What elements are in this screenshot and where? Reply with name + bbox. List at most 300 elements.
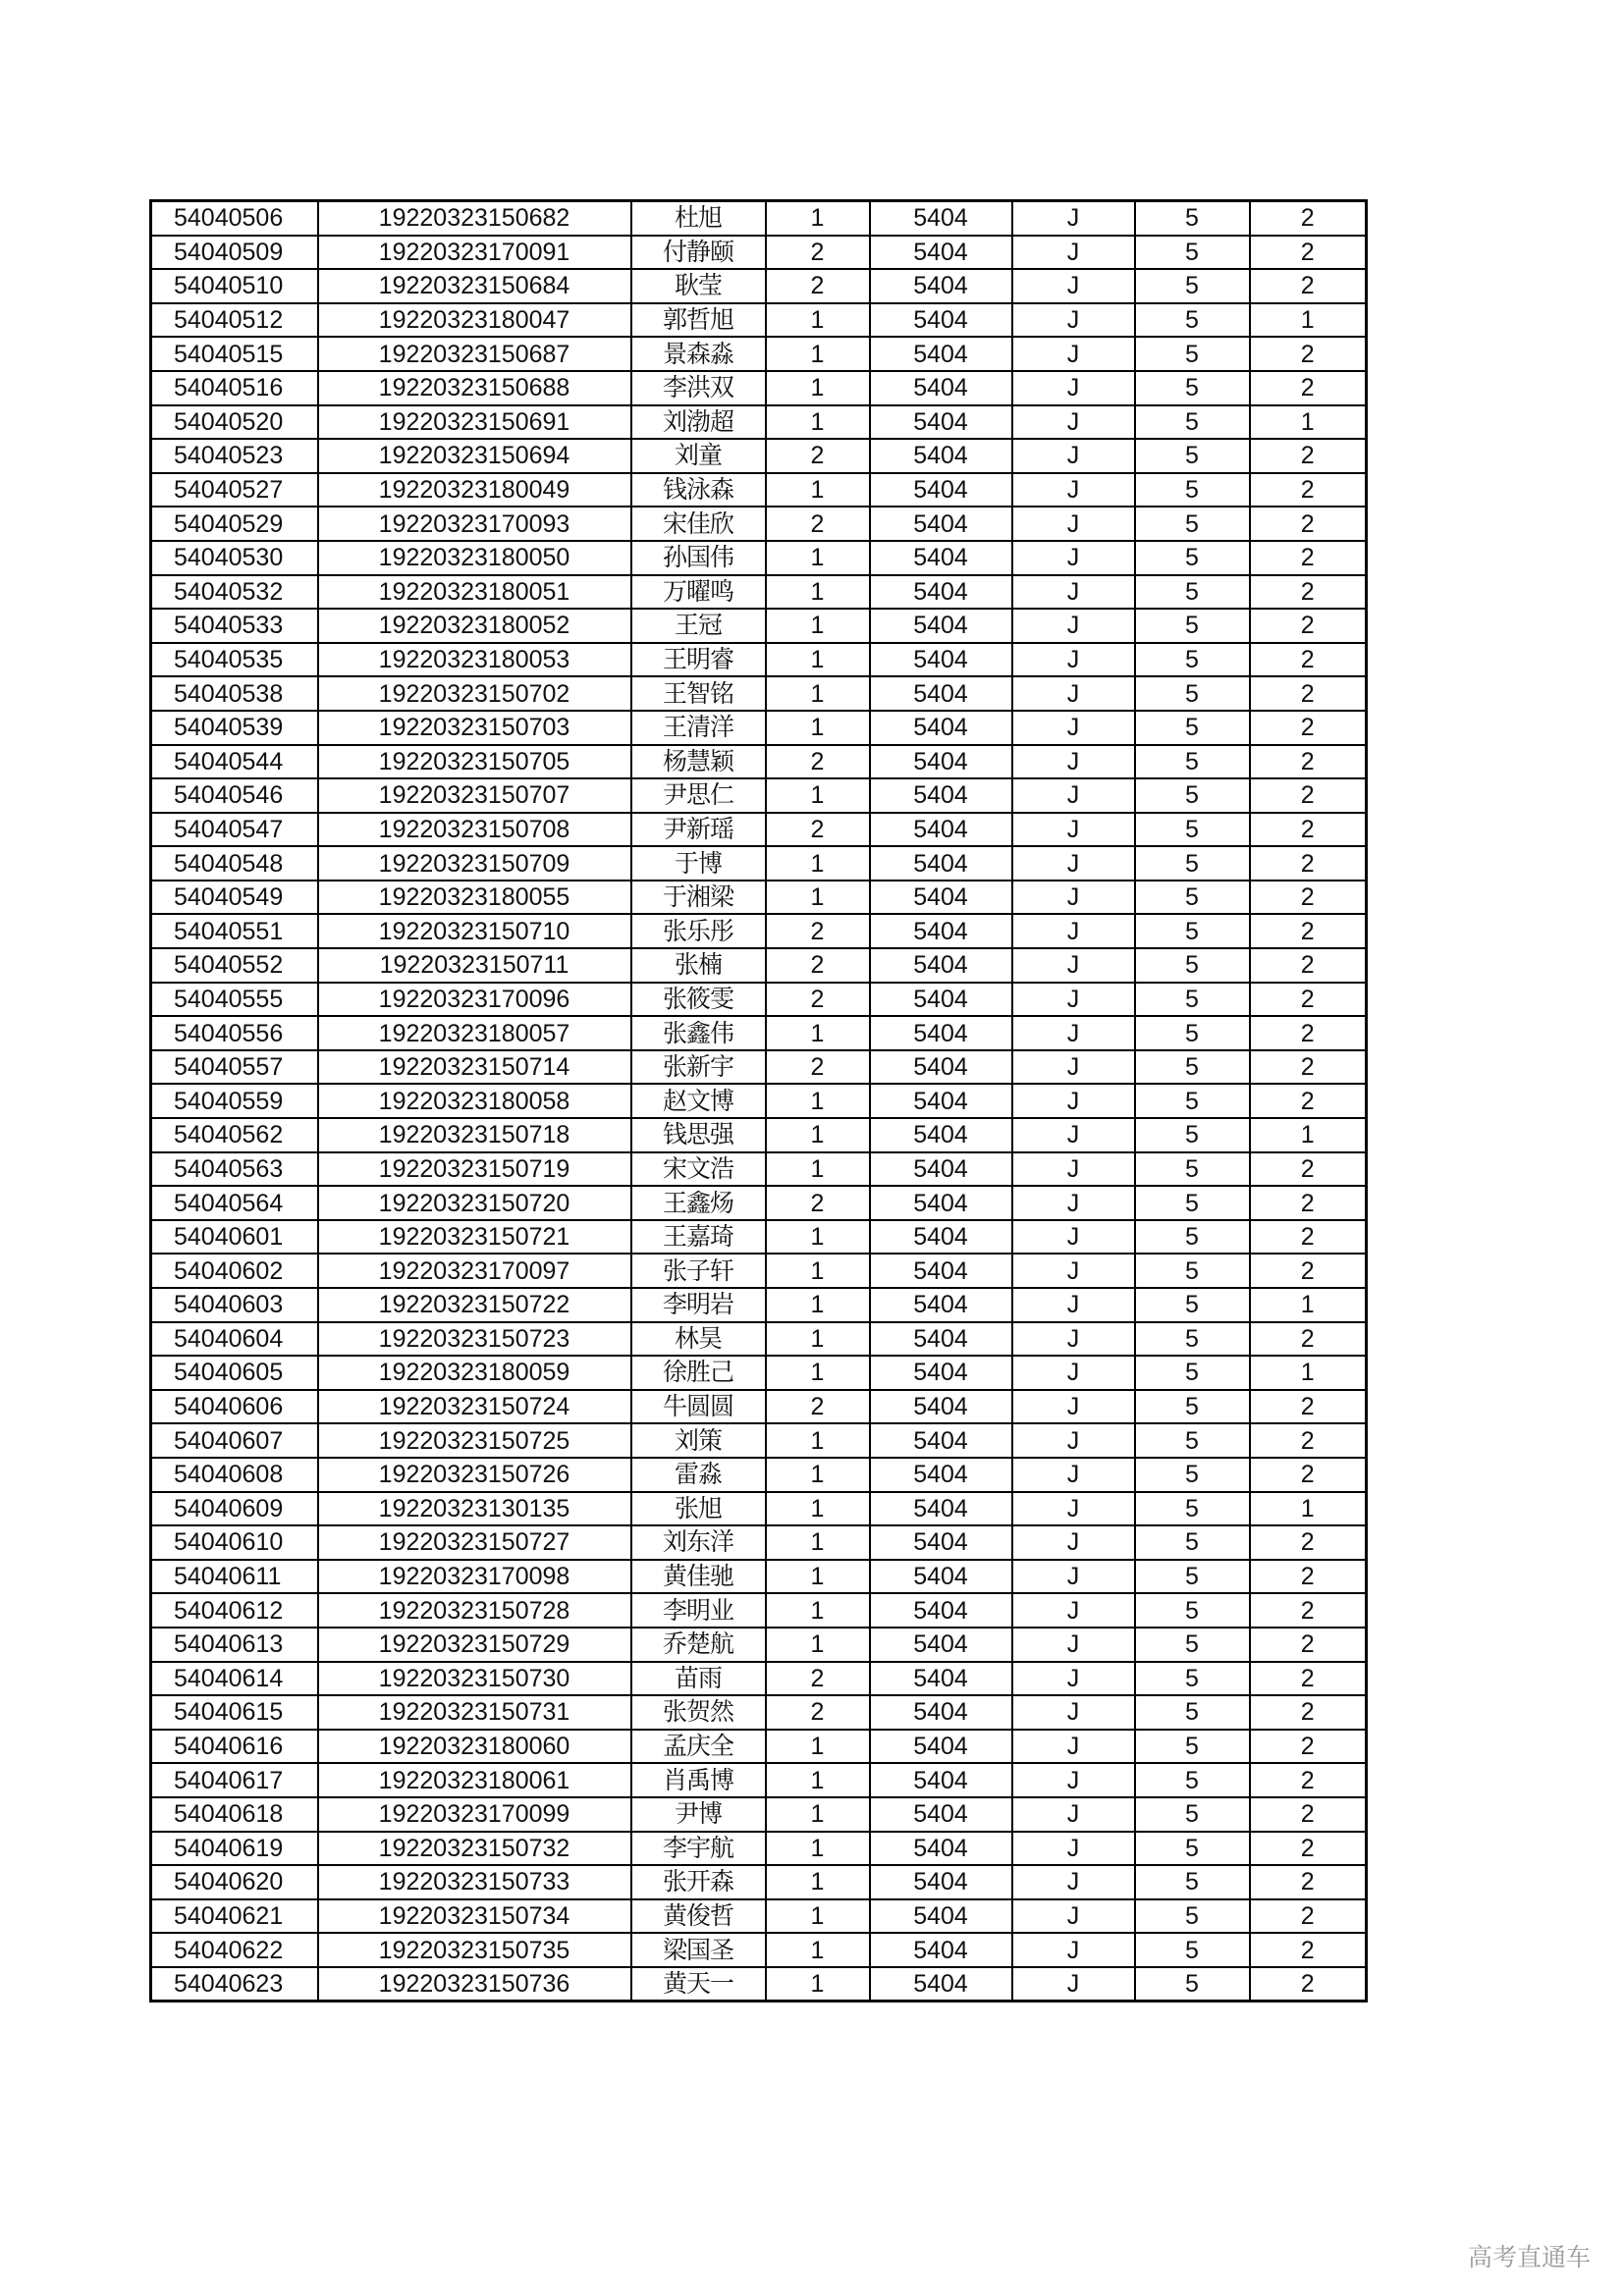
student-name-cell: 于湘梁 (631, 881, 766, 915)
category-code-cell: J (1012, 303, 1135, 338)
registration-number-cell: 19220323150723 (318, 1322, 631, 1357)
registration-number-cell: 19220323150703 (318, 711, 631, 745)
type-code-cell: 2 (1250, 1865, 1367, 1899)
gender-code-cell: 1 (766, 1763, 870, 1797)
exam-number-cell: 54040552 (151, 948, 318, 983)
category-code-cell: J (1012, 914, 1135, 948)
type-code-cell: 2 (1250, 1730, 1367, 1764)
table-row (151, 609, 1367, 643)
exam-number-cell: 54040606 (151, 1390, 318, 1424)
type-code-cell: 2 (1250, 269, 1367, 303)
exam-number-cell: 54040610 (151, 1525, 318, 1560)
type-code-cell: 2 (1250, 371, 1367, 405)
category-code-cell: J (1012, 1254, 1135, 1288)
student-name-cell: 尹新瑶 (631, 813, 766, 847)
exam-number-cell: 54040609 (151, 1492, 318, 1526)
school-code-cell: 5404 (870, 948, 1012, 983)
gender-code-cell: 2 (766, 439, 870, 473)
exam-number-cell: 54040563 (151, 1152, 318, 1187)
table-row (151, 1152, 1367, 1187)
type-code-cell: 2 (1250, 1050, 1367, 1085)
exam-number-cell: 54040603 (151, 1288, 318, 1322)
type-code-cell: 1 (1250, 1492, 1367, 1526)
student-name-cell: 郭哲旭 (631, 303, 766, 338)
category-code-cell: J (1012, 1288, 1135, 1322)
exam-number-cell: 54040539 (151, 711, 318, 745)
registration-number-cell: 19220323170091 (318, 236, 631, 270)
type-code-cell: 2 (1250, 1832, 1367, 1866)
level-code-cell: 5 (1135, 881, 1250, 915)
student-table (149, 199, 1368, 2002)
school-code-cell: 5404 (870, 1186, 1012, 1220)
exam-number-cell: 54040604 (151, 1322, 318, 1357)
student-name-cell: 付静颐 (631, 236, 766, 270)
registration-number-cell: 19220323150705 (318, 745, 631, 779)
student-name-cell: 万曜鸣 (631, 575, 766, 610)
category-code-cell: J (1012, 473, 1135, 507)
exam-number-cell: 54040621 (151, 1899, 318, 1934)
category-code-cell: J (1012, 1050, 1135, 1085)
table-row (151, 405, 1367, 440)
school-code-cell: 5404 (870, 881, 1012, 915)
exam-number-cell: 54040535 (151, 643, 318, 677)
type-code-cell: 2 (1250, 1152, 1367, 1187)
school-code-cell: 5404 (870, 1593, 1012, 1628)
type-code-cell: 2 (1250, 1662, 1367, 1696)
level-code-cell: 5 (1135, 507, 1250, 541)
exam-number-cell: 54040620 (151, 1865, 318, 1899)
type-code-cell: 2 (1250, 575, 1367, 610)
student-name-cell: 肖禹博 (631, 1763, 766, 1797)
level-code-cell: 5 (1135, 337, 1250, 371)
school-code-cell: 5404 (870, 1016, 1012, 1050)
gender-code-cell: 1 (766, 1423, 870, 1458)
table-row (151, 1730, 1367, 1764)
gender-code-cell: 1 (766, 846, 870, 881)
table-row (151, 575, 1367, 610)
student-name-cell: 苗雨 (631, 1662, 766, 1696)
gender-code-cell: 1 (766, 1899, 870, 1934)
school-code-cell: 5404 (870, 1423, 1012, 1458)
registration-number-cell: 19220323150736 (318, 1967, 631, 2002)
registration-number-cell: 19220323150707 (318, 778, 631, 813)
category-code-cell: J (1012, 541, 1135, 575)
level-code-cell: 5 (1135, 948, 1250, 983)
student-name-cell: 张子轩 (631, 1254, 766, 1288)
exam-number-cell: 54040548 (151, 846, 318, 881)
table-row (151, 983, 1367, 1017)
registration-number-cell: 19220323150694 (318, 439, 631, 473)
gender-code-cell: 2 (766, 745, 870, 779)
gender-code-cell: 1 (766, 1933, 870, 1967)
level-code-cell: 5 (1135, 1254, 1250, 1288)
exam-number-cell: 54040544 (151, 745, 318, 779)
student-name-cell: 张旭 (631, 1492, 766, 1526)
school-code-cell: 5404 (870, 914, 1012, 948)
type-code-cell: 2 (1250, 1763, 1367, 1797)
category-code-cell: J (1012, 813, 1135, 847)
table-row (151, 1628, 1367, 1662)
level-code-cell: 5 (1135, 1933, 1250, 1967)
student-name-cell: 钱思强 (631, 1118, 766, 1152)
school-code-cell: 5404 (870, 711, 1012, 745)
category-code-cell: J (1012, 1730, 1135, 1764)
registration-number-cell: 19220323150725 (318, 1423, 631, 1458)
category-code-cell: J (1012, 1695, 1135, 1730)
type-code-cell: 2 (1250, 337, 1367, 371)
type-code-cell: 2 (1250, 1560, 1367, 1594)
exam-number-cell: 54040551 (151, 914, 318, 948)
category-code-cell: J (1012, 846, 1135, 881)
student-name-cell: 徐胜己 (631, 1356, 766, 1390)
school-code-cell: 5404 (870, 1084, 1012, 1118)
gender-code-cell: 2 (766, 1050, 870, 1085)
level-code-cell: 5 (1135, 609, 1250, 643)
category-code-cell: J (1012, 439, 1135, 473)
school-code-cell: 5404 (870, 1560, 1012, 1594)
table-row (151, 1832, 1367, 1866)
level-code-cell: 5 (1135, 541, 1250, 575)
table-row (151, 1763, 1367, 1797)
type-code-cell: 2 (1250, 881, 1367, 915)
table-row (151, 1220, 1367, 1255)
level-code-cell: 5 (1135, 303, 1250, 338)
student-name-cell: 王嘉琦 (631, 1220, 766, 1255)
type-code-cell: 2 (1250, 1525, 1367, 1560)
level-code-cell: 5 (1135, 676, 1250, 711)
category-code-cell: J (1012, 1322, 1135, 1357)
level-code-cell: 5 (1135, 1084, 1250, 1118)
student-name-cell: 黄天一 (631, 1967, 766, 2002)
table-row (151, 1662, 1367, 1696)
registration-number-cell: 19220323180057 (318, 1016, 631, 1050)
type-code-cell: 2 (1250, 1016, 1367, 1050)
student-name-cell: 张贺然 (631, 1695, 766, 1730)
level-code-cell: 5 (1135, 1967, 1250, 2002)
category-code-cell: J (1012, 337, 1135, 371)
table-row (151, 676, 1367, 711)
school-code-cell: 5404 (870, 1797, 1012, 1832)
exam-number-cell: 54040556 (151, 1016, 318, 1050)
school-code-cell: 5404 (870, 201, 1012, 236)
exam-number-cell: 54040623 (151, 1967, 318, 2002)
school-code-cell: 5404 (870, 337, 1012, 371)
gender-code-cell: 1 (766, 1288, 870, 1322)
level-code-cell: 5 (1135, 813, 1250, 847)
category-code-cell: J (1012, 575, 1135, 610)
registration-number-cell: 19220323180055 (318, 881, 631, 915)
student-name-cell: 赵文博 (631, 1084, 766, 1118)
registration-number-cell: 19220323150729 (318, 1628, 631, 1662)
exam-number-cell: 54040520 (151, 405, 318, 440)
exam-number-cell: 54040607 (151, 1423, 318, 1458)
exam-number-cell: 54040613 (151, 1628, 318, 1662)
level-code-cell: 5 (1135, 405, 1250, 440)
exam-number-cell: 54040506 (151, 201, 318, 236)
level-code-cell: 5 (1135, 1050, 1250, 1085)
table-row (151, 1695, 1367, 1730)
student-name-cell: 宋文浩 (631, 1152, 766, 1187)
student-name-cell: 梁国圣 (631, 1933, 766, 1967)
level-code-cell: 5 (1135, 1152, 1250, 1187)
student-name-cell: 于博 (631, 846, 766, 881)
gender-code-cell: 2 (766, 236, 870, 270)
registration-number-cell: 19220323150735 (318, 1933, 631, 1967)
school-code-cell: 5404 (870, 1050, 1012, 1085)
table-row (151, 711, 1367, 745)
type-code-cell: 2 (1250, 1628, 1367, 1662)
student-name-cell: 刘童 (631, 439, 766, 473)
gender-code-cell: 1 (766, 1628, 870, 1662)
school-code-cell: 5404 (870, 236, 1012, 270)
table-row (151, 1186, 1367, 1220)
table-row (151, 1865, 1367, 1899)
student-name-cell: 张筱雯 (631, 983, 766, 1017)
type-code-cell: 2 (1250, 948, 1367, 983)
exam-number-cell: 54040533 (151, 609, 318, 643)
student-name-cell: 刘策 (631, 1423, 766, 1458)
category-code-cell: J (1012, 1152, 1135, 1187)
school-code-cell: 5404 (870, 1933, 1012, 1967)
student-name-cell: 王清洋 (631, 711, 766, 745)
table-row (151, 201, 1367, 236)
table-row (151, 1288, 1367, 1322)
gender-code-cell: 1 (766, 1865, 870, 1899)
level-code-cell: 5 (1135, 1186, 1250, 1220)
gender-code-cell: 1 (766, 676, 870, 711)
student-name-cell: 乔楚航 (631, 1628, 766, 1662)
student-name-cell: 王明睿 (631, 643, 766, 677)
gender-code-cell: 1 (766, 371, 870, 405)
level-code-cell: 5 (1135, 1016, 1250, 1050)
exam-number-cell: 54040515 (151, 337, 318, 371)
table-row (151, 269, 1367, 303)
level-code-cell: 5 (1135, 1423, 1250, 1458)
registration-number-cell: 19220323150702 (318, 676, 631, 711)
table-row (151, 914, 1367, 948)
level-code-cell: 5 (1135, 1390, 1250, 1424)
gender-code-cell: 2 (766, 948, 870, 983)
table-body (151, 201, 1367, 2002)
exam-number-cell: 54040602 (151, 1254, 318, 1288)
gender-code-cell: 1 (766, 1084, 870, 1118)
student-name-cell: 宋佳欣 (631, 507, 766, 541)
registration-number-cell: 19220323150684 (318, 269, 631, 303)
gender-code-cell: 1 (766, 643, 870, 677)
school-code-cell: 5404 (870, 676, 1012, 711)
student-name-cell: 孙国伟 (631, 541, 766, 575)
table-row (151, 507, 1367, 541)
table-row (151, 846, 1367, 881)
table-row (151, 439, 1367, 473)
category-code-cell: J (1012, 507, 1135, 541)
exam-number-cell: 54040564 (151, 1186, 318, 1220)
registration-number-cell: 19220323150710 (318, 914, 631, 948)
gender-code-cell: 1 (766, 337, 870, 371)
gender-code-cell: 1 (766, 541, 870, 575)
registration-number-cell: 19220323180050 (318, 541, 631, 575)
school-code-cell: 5404 (870, 1220, 1012, 1255)
table-row (151, 1356, 1367, 1390)
gender-code-cell: 2 (766, 914, 870, 948)
table-row (151, 1254, 1367, 1288)
category-code-cell: J (1012, 1525, 1135, 1560)
level-code-cell: 5 (1135, 1356, 1250, 1390)
type-code-cell: 2 (1250, 1458, 1367, 1492)
category-code-cell: J (1012, 269, 1135, 303)
gender-code-cell: 2 (766, 1662, 870, 1696)
registration-number-cell: 19220323180051 (318, 575, 631, 610)
table-row (151, 1560, 1367, 1594)
exam-number-cell: 54040622 (151, 1933, 318, 1967)
gender-code-cell: 1 (766, 1220, 870, 1255)
student-name-cell: 杨慧颖 (631, 745, 766, 779)
category-code-cell: J (1012, 1492, 1135, 1526)
gender-code-cell: 1 (766, 1730, 870, 1764)
registration-number-cell: 19220323150691 (318, 405, 631, 440)
level-code-cell: 5 (1135, 1593, 1250, 1628)
level-code-cell: 5 (1135, 983, 1250, 1017)
gender-code-cell: 2 (766, 1695, 870, 1730)
registration-number-cell: 19220323150714 (318, 1050, 631, 1085)
level-code-cell: 5 (1135, 1797, 1250, 1832)
gender-code-cell: 1 (766, 473, 870, 507)
level-code-cell: 5 (1135, 1730, 1250, 1764)
registration-number-cell: 19220323150687 (318, 337, 631, 371)
exam-number-cell: 54040559 (151, 1084, 318, 1118)
exam-number-cell: 54040611 (151, 1560, 318, 1594)
gender-code-cell: 2 (766, 1186, 870, 1220)
school-code-cell: 5404 (870, 269, 1012, 303)
table-row (151, 236, 1367, 270)
level-code-cell: 5 (1135, 1492, 1250, 1526)
watermark-text: 高考直通车 (1468, 2243, 1592, 2271)
level-code-cell: 5 (1135, 1832, 1250, 1866)
level-code-cell: 5 (1135, 711, 1250, 745)
student-name-cell: 刘渤超 (631, 405, 766, 440)
gender-code-cell: 1 (766, 1254, 870, 1288)
registration-number-cell: 19220323150720 (318, 1186, 631, 1220)
school-code-cell: 5404 (870, 643, 1012, 677)
exam-number-cell: 54040516 (151, 371, 318, 405)
table-row (151, 881, 1367, 915)
registration-number-cell: 19220323170099 (318, 1797, 631, 1832)
registration-number-cell: 19220323150731 (318, 1695, 631, 1730)
table-row (151, 1458, 1367, 1492)
type-code-cell: 1 (1250, 1118, 1367, 1152)
category-code-cell: J (1012, 983, 1135, 1017)
level-code-cell: 5 (1135, 1525, 1250, 1560)
registration-number-cell: 19220323150711 (318, 948, 631, 983)
exam-number-cell: 54040614 (151, 1662, 318, 1696)
type-code-cell: 2 (1250, 1967, 1367, 2002)
registration-number-cell: 19220323170097 (318, 1254, 631, 1288)
gender-code-cell: 1 (766, 1525, 870, 1560)
table-row (151, 337, 1367, 371)
gender-code-cell: 1 (766, 609, 870, 643)
gender-code-cell: 1 (766, 778, 870, 813)
exam-number-cell: 54040538 (151, 676, 318, 711)
type-code-cell: 2 (1250, 473, 1367, 507)
level-code-cell: 5 (1135, 371, 1250, 405)
table-row (151, 1423, 1367, 1458)
school-code-cell: 5404 (870, 1254, 1012, 1288)
table-row (151, 813, 1367, 847)
type-code-cell: 1 (1250, 303, 1367, 338)
school-code-cell: 5404 (870, 1899, 1012, 1934)
exam-number-cell: 54040617 (151, 1763, 318, 1797)
category-code-cell: J (1012, 1458, 1135, 1492)
level-code-cell: 5 (1135, 914, 1250, 948)
student-name-cell: 李明岩 (631, 1288, 766, 1322)
school-code-cell: 5404 (870, 983, 1012, 1017)
exam-number-cell: 54040615 (151, 1695, 318, 1730)
student-name-cell: 雷淼 (631, 1458, 766, 1492)
type-code-cell: 2 (1250, 1390, 1367, 1424)
registration-number-cell: 19220323170096 (318, 983, 631, 1017)
table-row (151, 1118, 1367, 1152)
student-name-cell: 张鑫伟 (631, 1016, 766, 1050)
type-code-cell: 1 (1250, 1288, 1367, 1322)
registration-number-cell: 19220323180049 (318, 473, 631, 507)
student-name-cell: 尹博 (631, 1797, 766, 1832)
registration-number-cell: 19220323180060 (318, 1730, 631, 1764)
gender-code-cell: 1 (766, 1492, 870, 1526)
category-code-cell: J (1012, 1016, 1135, 1050)
gender-code-cell: 1 (766, 1593, 870, 1628)
gender-code-cell: 1 (766, 405, 870, 440)
gender-code-cell: 1 (766, 1797, 870, 1832)
level-code-cell: 5 (1135, 1695, 1250, 1730)
exam-number-cell: 54040562 (151, 1118, 318, 1152)
exam-number-cell: 54040616 (151, 1730, 318, 1764)
registration-number-cell: 19220323150726 (318, 1458, 631, 1492)
registration-number-cell: 19220323150733 (318, 1865, 631, 1899)
student-name-cell: 耿莹 (631, 269, 766, 303)
table-row (151, 643, 1367, 677)
category-code-cell: J (1012, 948, 1135, 983)
school-code-cell: 5404 (870, 1322, 1012, 1357)
level-code-cell: 5 (1135, 643, 1250, 677)
type-code-cell: 2 (1250, 507, 1367, 541)
student-name-cell: 李宇航 (631, 1832, 766, 1866)
gender-code-cell: 1 (766, 1356, 870, 1390)
student-name-cell: 张开森 (631, 1865, 766, 1899)
school-code-cell: 5404 (870, 575, 1012, 610)
school-code-cell: 5404 (870, 1458, 1012, 1492)
level-code-cell: 5 (1135, 1662, 1250, 1696)
gender-code-cell: 1 (766, 1016, 870, 1050)
school-code-cell: 5404 (870, 1967, 1012, 2002)
school-code-cell: 5404 (870, 303, 1012, 338)
table-row (151, 1899, 1367, 1934)
registration-number-cell: 19220323150734 (318, 1899, 631, 1934)
school-code-cell: 5404 (870, 1832, 1012, 1866)
student-name-cell: 张乐彤 (631, 914, 766, 948)
school-code-cell: 5404 (870, 1492, 1012, 1526)
exam-number-cell: 54040509 (151, 236, 318, 270)
gender-code-cell: 1 (766, 881, 870, 915)
table-row (151, 1967, 1367, 2002)
category-code-cell: J (1012, 1628, 1135, 1662)
school-code-cell: 5404 (870, 1662, 1012, 1696)
type-code-cell: 2 (1250, 1899, 1367, 1934)
student-name-cell: 尹思仁 (631, 778, 766, 813)
level-code-cell: 5 (1135, 1288, 1250, 1322)
level-code-cell: 5 (1135, 575, 1250, 610)
type-code-cell: 2 (1250, 1593, 1367, 1628)
table-row (151, 1525, 1367, 1560)
